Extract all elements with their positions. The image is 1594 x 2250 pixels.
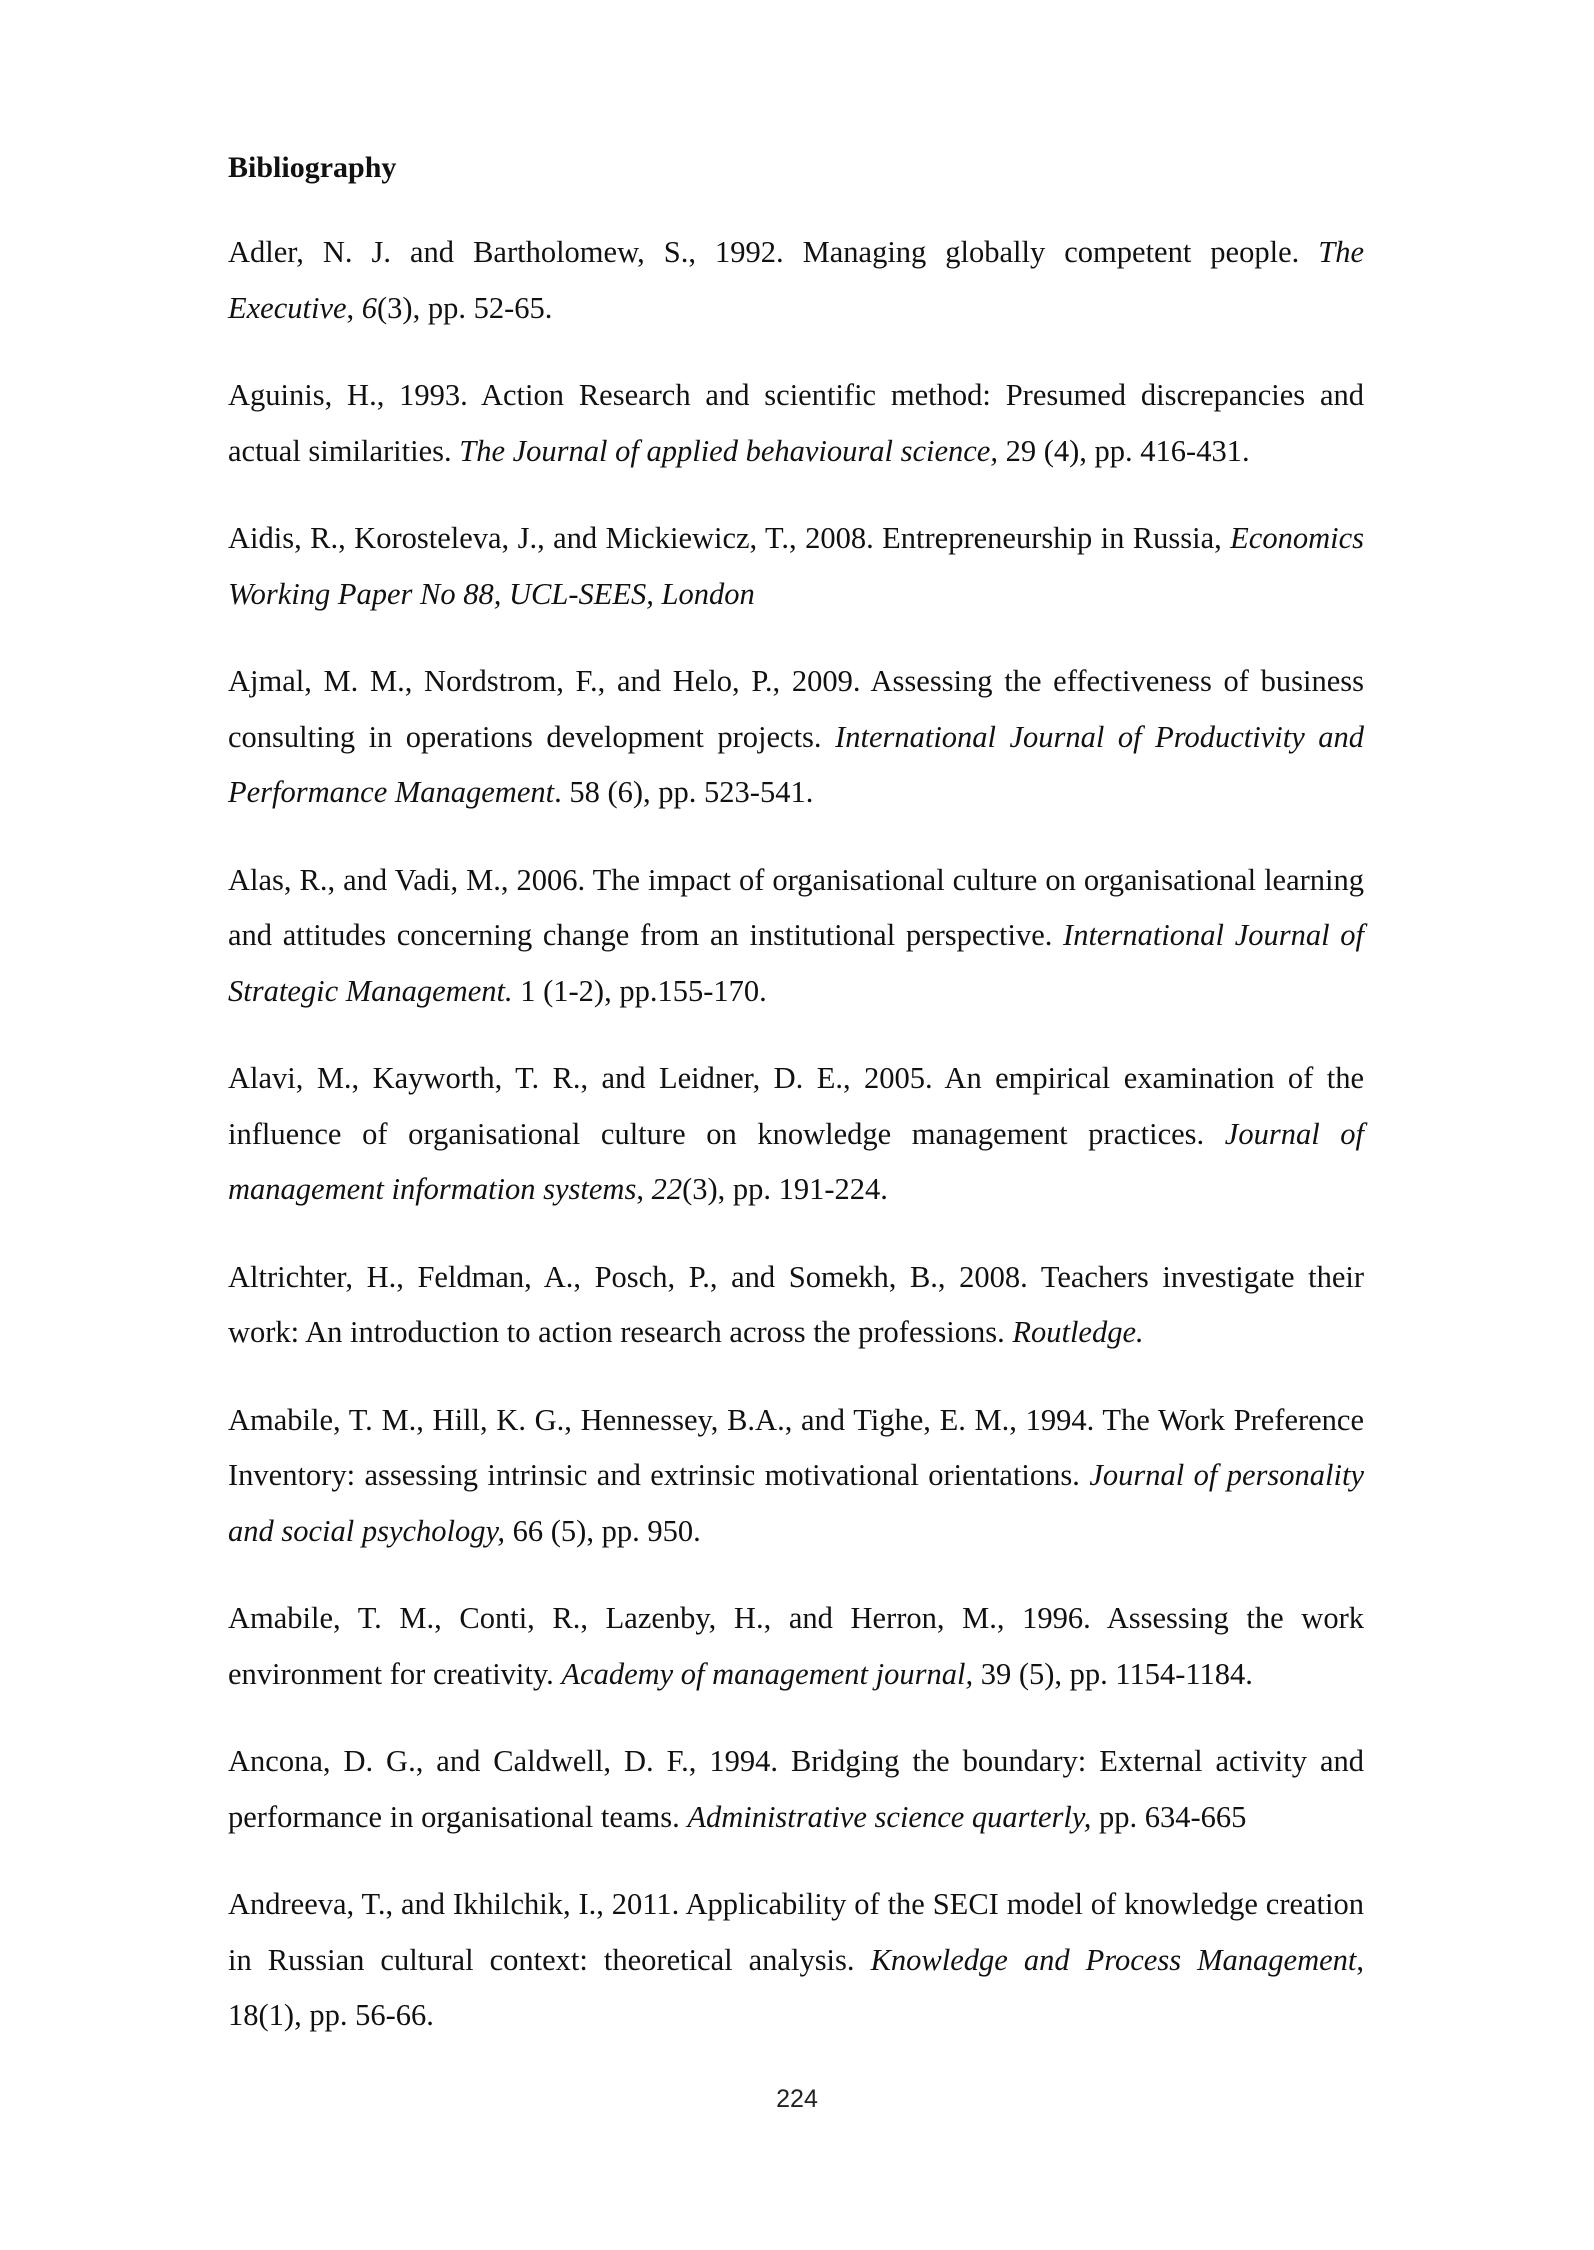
reference-authors-year: Amabile, T. M., Hill, K. G., Hennessey, B.A., and Tighe, E. M., 1994. bbox=[228, 1402, 1095, 1437]
reference-journal: Journal of personality and social psychology, bbox=[228, 1458, 1364, 1548]
reference-title: Entrepreneurship in Russia, bbox=[873, 521, 1231, 555]
reference-title: The impact of organisational culture on organisational learning and attitudes concerning change from an institutional perspective. bbox=[228, 862, 1365, 952]
reference-journal: The Executive bbox=[228, 235, 1364, 325]
reference-authors-year: Amabile, T. M., Conti, R., Lazenby, H., and Herron, M., 1996. bbox=[228, 1601, 1091, 1635]
reference-authors-year: Ajmal, M. M., Nordstrom, F., and Helo, P., 2009. bbox=[228, 664, 861, 698]
page-title: Bibliography bbox=[228, 151, 397, 184]
reference-title: Bridging the boundary: External activity and performance in organisational teams. bbox=[228, 1744, 1364, 1834]
reference-journal: Economics Working Paper No 88, UCL-SEES, London bbox=[228, 521, 1364, 611]
reference-details-prefix: , bbox=[346, 290, 362, 325]
reference-item bbox=[228, 1051, 1364, 1218]
reference-journal: International Journal of Strategic Management. bbox=[228, 918, 1364, 1008]
reference-volume: 22 bbox=[651, 1172, 683, 1206]
reference-journal: The Journal of applied behavioural science, bbox=[459, 433, 998, 468]
reference-journal: Routledge. bbox=[1012, 1315, 1144, 1349]
reference-item bbox=[228, 225, 1364, 336]
reference-authors-year: Altrichter, H., Feldman, A., Posch, P., and Somekh, B., 2008. bbox=[228, 1259, 1028, 1294]
reference-authors-year: Adler, N. J. and Bartholomew, S., 1992. bbox=[228, 235, 784, 269]
reference-journal: Knowledge and Process Management bbox=[870, 1942, 1357, 1977]
reference-authors-year: Alavi, M., Kayworth, T. R., and Leidner, D. E., 2005. bbox=[228, 1061, 933, 1095]
reference-details: , 18(1), pp. 56-66. bbox=[228, 1942, 1364, 2032]
reference-title: Assessing the work environment for creativity. bbox=[228, 1601, 1364, 1691]
reference-authors-year: Ancona, D. G., and Caldwell, D. F., 1994. bbox=[228, 1744, 778, 1778]
reference-item bbox=[228, 511, 1364, 622]
reference-volume: 6 bbox=[361, 290, 378, 325]
reference-details: 1 (1-2), pp.155-170. bbox=[512, 973, 767, 1008]
reference-journal: Journal of management information systems bbox=[228, 1116, 1364, 1206]
reference-authors-year: Alas, R., and Vadi, M., 2006. bbox=[228, 862, 586, 897]
reference-item bbox=[228, 654, 1364, 821]
reference-title: Action Research and scientific method: Presumed discrepancies and actual similarities. bbox=[228, 378, 1365, 468]
reference-authors-year: Aguinis, H., 1993. bbox=[228, 378, 468, 412]
reference-details: 29 (4), pp. 416-431. bbox=[997, 433, 1250, 468]
reference-authors-year: Aidis, R., Korosteleva, J., and Mickiewicz, T., 2008. bbox=[228, 521, 874, 555]
reference-details: 39 (5), pp. 1154-1184. bbox=[973, 1656, 1253, 1691]
reference-item bbox=[228, 1734, 1364, 1845]
reference-item bbox=[228, 1250, 1364, 1361]
reference-details: (3), pp. 52-65. bbox=[377, 290, 553, 325]
reference-details: (3), pp. 191-224. bbox=[682, 1172, 888, 1206]
reference-item bbox=[228, 1591, 1364, 1702]
reference-item bbox=[228, 1393, 1364, 1560]
reference-title: An empirical examination of the influence of organisational culture on knowledge management practices. bbox=[228, 1061, 1364, 1151]
reference-title: Applicability of the SECI model of knowledge creation in Russian cultural context: theoretical analysis. bbox=[228, 1887, 1364, 1977]
reference-item bbox=[228, 1877, 1364, 2044]
reference-journal: International Journal of Productivity and Performance Management bbox=[228, 719, 1364, 809]
reference-title: Managing globally competent people. bbox=[783, 235, 1319, 269]
reference-item bbox=[228, 368, 1364, 479]
reference-authors-year: Andreeva, T., and Ikhilchik, I., 2011. bbox=[228, 1887, 680, 1921]
reference-list bbox=[228, 225, 1364, 2076]
reference-title: The Work Preference Inventory: assessing intrinsic and extrinsic motivational orientations. bbox=[228, 1402, 1365, 1492]
reference-details-prefix: , bbox=[636, 1172, 652, 1206]
reference-journal: Academy of management journal, bbox=[561, 1656, 974, 1691]
reference-item bbox=[228, 853, 1364, 1020]
reference-journal: Administrative science quarterly, bbox=[687, 1799, 1092, 1834]
reference-details: pp. 634-665 bbox=[1091, 1799, 1247, 1834]
reference-title: Assessing the effectiveness of business consulting in operations development projects. bbox=[228, 664, 1364, 754]
reference-details: 66 (5), pp. 950. bbox=[505, 1513, 701, 1548]
page-number: 224 bbox=[776, 2085, 818, 2113]
reference-title: Teachers investigate their work: An introduction to action research across the professions. bbox=[228, 1259, 1364, 1349]
reference-details: . 58 (6), pp. 523-541. bbox=[554, 775, 814, 809]
